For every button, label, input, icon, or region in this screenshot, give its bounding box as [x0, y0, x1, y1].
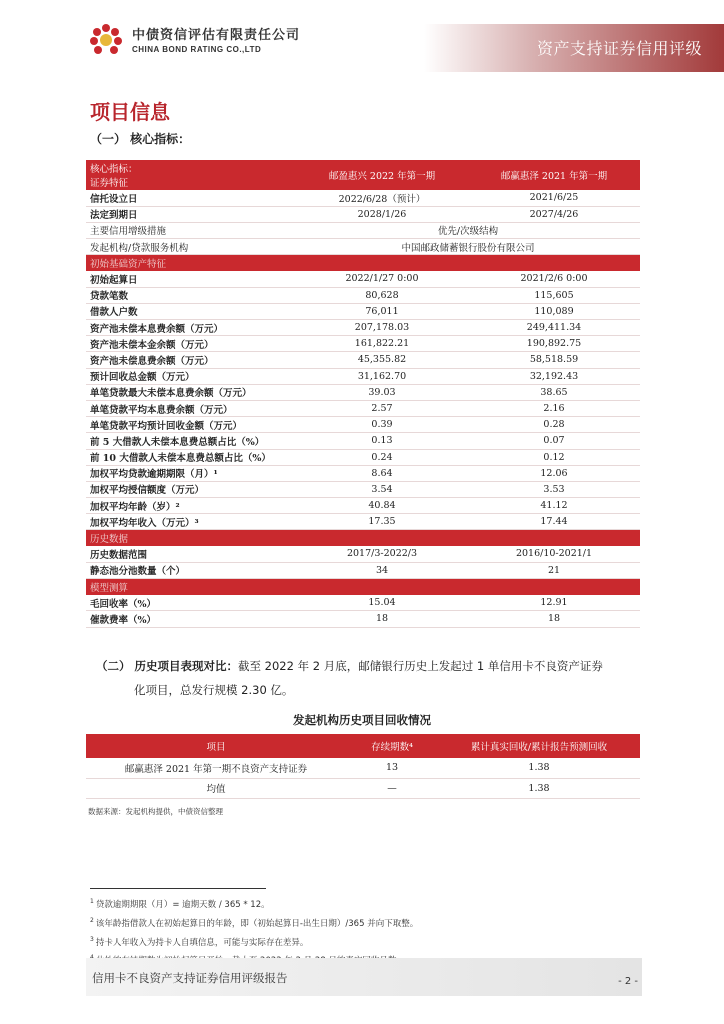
row-value-2021: 0.28 [468, 417, 640, 433]
row-value-2022: 39.03 [296, 384, 468, 400]
footnote-item [90, 913, 418, 932]
row-value-2022: 15.04 [296, 595, 468, 611]
company-name [132, 24, 300, 54]
history-table-header [86, 734, 640, 758]
row-value-2021: 2.16 [468, 400, 640, 416]
row-label: 单笔贷款平均本息费余额（万元） [86, 400, 296, 416]
table-row [86, 222, 640, 238]
history-cell: 均值 [86, 778, 346, 798]
row-value-2021: 12.91 [468, 595, 640, 611]
row-label: 预计回收总金额（万元） [86, 368, 296, 384]
row-label: 加权平均年龄（岁）² [86, 498, 296, 514]
table-header-row [86, 160, 640, 190]
table-row [86, 287, 640, 303]
row-label: 催款费率（%） [86, 611, 296, 627]
row-value-2022: 2.57 [296, 400, 468, 416]
company-name-en: CHINA BOND RATING CO.,LTD [132, 45, 262, 54]
row-value-2022: 0.24 [296, 449, 468, 465]
row-label: 初始起算日 [86, 271, 296, 287]
row-value-2021: 12.06 [468, 465, 640, 481]
row-value-2021: 249,411.34 [468, 320, 640, 336]
footnote-divider [90, 888, 266, 889]
row-label: 前 10 大借款人未偿本息费总额占比（%） [86, 449, 296, 465]
footnote-text: 贷款逾期期限（月）= 逾期天数 / 365 * 12。 [95, 899, 270, 910]
table-row [86, 562, 640, 578]
header-label-securities: 证券特征 [90, 178, 129, 189]
section1-title: （一） 核心指标： [90, 132, 191, 146]
row-label: 发起机构/贷款服务机构 [86, 239, 296, 255]
history-cell: 13 [346, 758, 438, 778]
section2-label: （二） 历史项目表现对比： [96, 659, 239, 673]
row-label: 加权平均年收入（万元）³ [86, 514, 296, 530]
section-asset-header-label: 初始基础资产特征 [86, 255, 640, 271]
row-label: 前 5 大借款人未偿本息费总额占比（%） [86, 433, 296, 449]
row-value-2021: 190,892.75 [468, 336, 640, 352]
page-number: - 2 - [618, 976, 638, 987]
table-row [86, 190, 640, 206]
table-row [86, 433, 640, 449]
footnote-number: 2 [90, 916, 94, 924]
row-value-2022: 2017/3-2022/3 [296, 546, 468, 562]
footnote-item [90, 894, 418, 913]
table-row [86, 368, 640, 384]
history-projects-table [86, 734, 640, 799]
company-name-cn: 中债资信评估有限责任公司 [132, 28, 301, 43]
row-value-2022: 2022/1/27 0:00 [296, 271, 468, 287]
section-asset-header [86, 255, 640, 271]
row-label: 借款人户数 [86, 303, 296, 319]
row-value-2022: 80,628 [296, 287, 468, 303]
row-value-2021: 17.44 [468, 514, 640, 530]
table-row [86, 320, 640, 336]
section-model-header-label: 模型测算 [86, 579, 640, 595]
table-row [86, 498, 640, 514]
table-row [86, 611, 640, 627]
row-label: 资产池未偿本息费余额（万元） [86, 320, 296, 336]
row-value-2021: 41.12 [468, 498, 640, 514]
table-row [86, 514, 640, 530]
row-value-2022: 34 [296, 562, 468, 578]
footnote-number: 3 [90, 935, 94, 943]
page-header [0, 0, 724, 76]
row-value-2021: 2021/6/25 [468, 190, 640, 206]
footer-text: 信用卡不良资产支持证券信用评级报告 [92, 971, 288, 985]
row-value-2022: 3.54 [296, 481, 468, 497]
table-row [86, 465, 640, 481]
section-model-header [86, 579, 640, 595]
table-row [86, 481, 640, 497]
row-value-2021: 115,605 [468, 287, 640, 303]
row-value-2022: 31,162.70 [296, 368, 468, 384]
row-value-2021: 110,089 [468, 303, 640, 319]
row-label: 法定到期日 [86, 206, 296, 222]
footnote-number: 1 [90, 898, 94, 905]
history-table-title: 发起机构历史项目回收情况 [293, 713, 431, 727]
row-label: 贷款笔数 [86, 287, 296, 303]
row-value-2022: 161,822.21 [296, 336, 468, 352]
footnote-text: 持卡人年收入为持卡人自填信息，可能与实际存在差异。 [95, 937, 309, 948]
history-comparison-paragraph [96, 654, 646, 702]
row-value-2022: 0.39 [296, 417, 468, 433]
row-value-merged: 优先/次级结构 [296, 222, 640, 238]
history-cell: 1.38 [438, 758, 640, 778]
company-logo-icon [88, 22, 124, 58]
row-value-2022: 2028/1/26 [296, 206, 468, 222]
table-row [86, 400, 640, 416]
row-label: 加权平均贷款逾期期限（月）¹ [86, 465, 296, 481]
header-col-2021: 邮赢惠泽 2021 年第一期 [468, 160, 640, 190]
table-row [86, 303, 640, 319]
row-value-2022: 0.13 [296, 433, 468, 449]
row-label: 毛回收率（%） [86, 595, 296, 611]
row-label: 信托设立日 [86, 190, 296, 206]
section2-text-line2: 化项目，总发行规模 2.30 亿。 [134, 683, 294, 697]
history-table-row [86, 758, 640, 778]
row-value-2022: 45,355.82 [296, 352, 468, 368]
data-source-note: 数据来源：发起机构提供，中债资信整理 [88, 807, 223, 816]
row-label: 静态池分池数量（个） [86, 562, 296, 578]
row-value-merged: 中国邮政储蓄银行股份有限公司 [296, 239, 640, 255]
row-value-2021: 0.07 [468, 433, 640, 449]
row-value-2021: 32,192.43 [468, 368, 640, 384]
footnote-text: 该年龄指借款人在初始起算日的年龄，即（初始起算日-出生日期）/365 并向下取整。 [95, 918, 419, 929]
header-banner [424, 24, 724, 72]
banner-text: 资产支持证券信用评级 [536, 39, 702, 58]
row-label: 加权平均授信额度（万元） [86, 481, 296, 497]
table-row [86, 595, 640, 611]
row-label: 主要信用增级措施 [86, 222, 296, 238]
history-header-cell: 存续期数⁴ [346, 734, 438, 758]
row-label: 单笔贷款平均预计回收金额（万元） [86, 417, 296, 433]
row-value-2022: 2022/6/28（预计） [296, 190, 468, 206]
row-value-2022: 17.35 [296, 514, 468, 530]
section2-text-line1: 截至 2022 年 2 月底，邮储银行历史上发起过 1 单信用卡不良资产证券 [238, 659, 603, 673]
row-value-2021: 38.65 [468, 384, 640, 400]
header-label-cell [86, 160, 296, 190]
table-row [86, 271, 640, 287]
table-row [86, 336, 640, 352]
row-value-2021: 0.12 [468, 449, 640, 465]
table-row [86, 352, 640, 368]
row-value-2021: 18 [468, 611, 640, 627]
table-row [86, 239, 640, 255]
history-table-row [86, 778, 640, 798]
row-label: 历史数据范围 [86, 546, 296, 562]
row-value-2022: 76,011 [296, 303, 468, 319]
table-row [86, 546, 640, 562]
row-value-2021: 3.53 [468, 481, 640, 497]
footnote-item [90, 932, 418, 951]
header-label-core: 核心指标： [90, 164, 138, 175]
table-row [86, 449, 640, 465]
table-row [86, 417, 640, 433]
page-title: 项目信息 [90, 100, 170, 124]
row-value-2021: 2021/2/6 0:00 [468, 271, 640, 287]
row-label: 资产池未偿息费余额（万元） [86, 352, 296, 368]
section-history-header [86, 530, 640, 546]
page-footer [86, 958, 642, 996]
row-value-2021: 58,518.59 [468, 352, 640, 368]
row-value-2022: 8.64 [296, 465, 468, 481]
row-value-2022: 40.84 [296, 498, 468, 514]
history-cell: 1.38 [438, 778, 640, 798]
history-cell: — [346, 778, 438, 798]
row-label: 单笔贷款最大未偿本息费余额（万元） [86, 384, 296, 400]
row-label: 资产池未偿本金余额（万元） [86, 336, 296, 352]
row-value-2021: 2016/10-2021/1 [468, 546, 640, 562]
row-value-2022: 18 [296, 611, 468, 627]
history-header-cell: 累计真实回收/累计报告预测回收 [438, 734, 640, 758]
row-value-2021: 2027/4/26 [468, 206, 640, 222]
history-header-cell: 项目 [86, 734, 346, 758]
header-col-2022: 邮盈惠兴 2022 年第一期 [296, 160, 468, 190]
row-value-2021: 21 [468, 562, 640, 578]
row-value-2022: 207,178.03 [296, 320, 468, 336]
table-row [86, 384, 640, 400]
history-cell: 邮赢惠泽 2021 年第一期不良资产支持证券 [86, 758, 346, 778]
core-indicators-table [86, 160, 640, 628]
section-history-header-label: 历史数据 [86, 530, 640, 546]
table-row [86, 206, 640, 222]
